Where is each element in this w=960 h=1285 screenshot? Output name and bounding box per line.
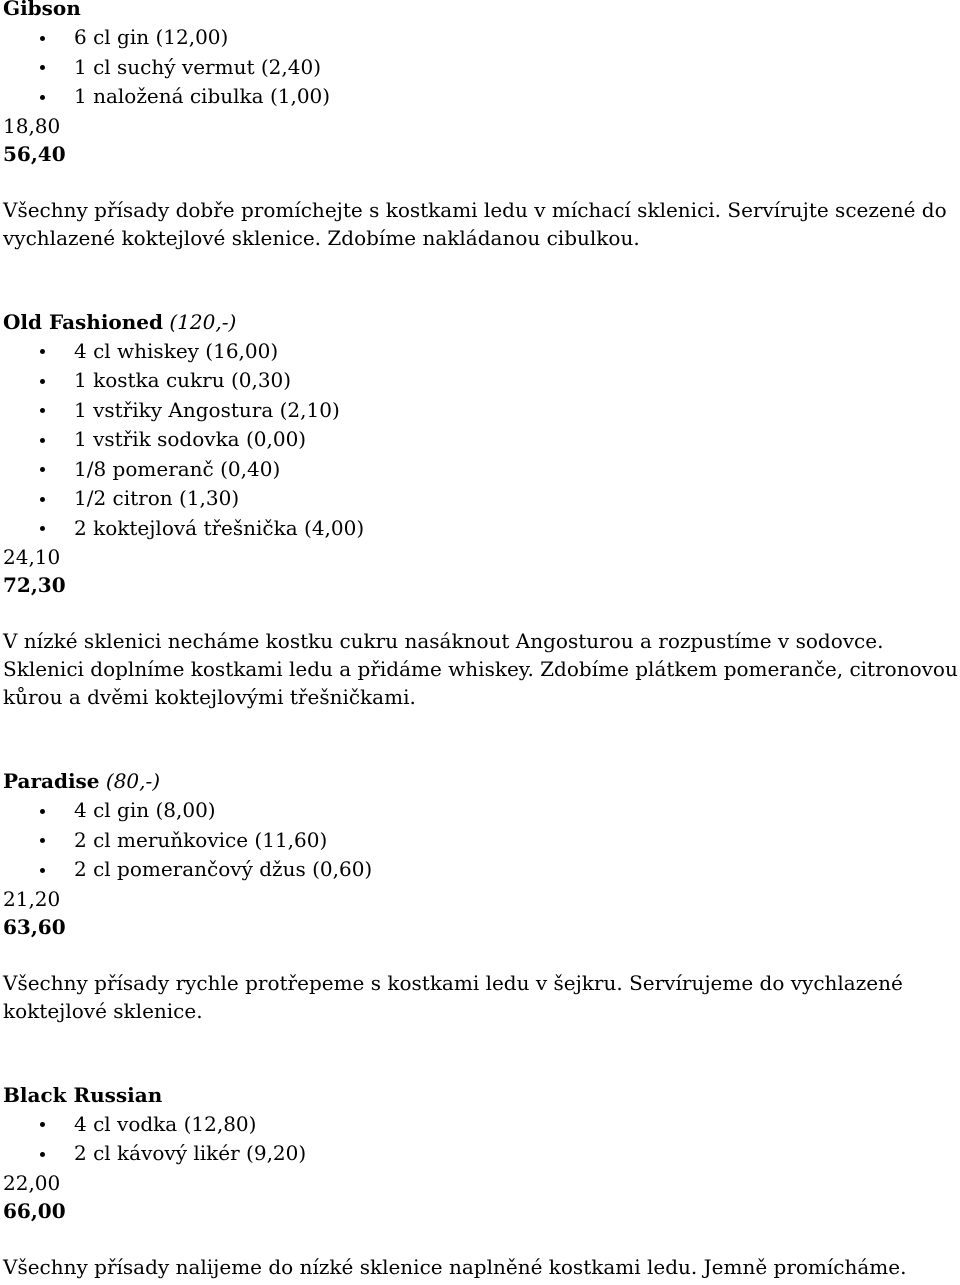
recipe-subtotal: 18,80 [3,113,61,138]
recipe-instructions: Všechny přísady rychle protřepeme s kostkami ledu v šejkru. Servírujeme do vychlazené koktejlové sklenice. [3,970,903,1023]
recipe-instructions: Všechny přísady dobře promíchejte s kostkami ledu v míchací sklenici. Servírujte scezené do vychlazené koktejlové sklenice. Zdobíme nakládanou cibulkou. [3,197,947,250]
recipe-instructions: Všechny přísady nalijeme do nízké sklenice naplněné kostkami ledu. Jemně promícháme. [3,1254,907,1279]
recipe-name: Gibson [3,0,81,20]
recipe-document [3,0,958,1281]
ingredient-list [3,1110,958,1169]
ingredient-item: 2 cl meruňkovice (11,60) [3,826,958,856]
recipe-gibson [3,0,958,252]
recipe-subtotal: 21,20 [3,886,61,911]
ingredient-item: 1 vstřiky Angostura (2,10) [3,396,958,426]
ingredient-list [3,796,958,885]
ingredient-item: 4 cl gin (8,00) [3,796,958,826]
ingredient-item: 4 cl vodka (12,80) [3,1110,958,1140]
recipe-title [3,0,958,23]
recipe-total: 63,60 [3,914,66,939]
recipe-name: Black Russian [3,1082,163,1107]
ingredient-list [3,23,958,112]
recipe-title [3,1081,958,1110]
ingredient-item: 4 cl whiskey (16,00) [3,337,958,367]
recipe-total: 72,30 [3,573,66,597]
section-spacer [3,1025,958,1081]
ingredient-item: 1 vstřik sodovka (0,00) [3,425,958,455]
recipe-title [3,767,958,796]
recipe-title [3,308,958,337]
ingredient-item: 2 cl kávový likér (9,20) [3,1139,958,1169]
recipe-total: 66,00 [3,1198,66,1223]
section-spacer [3,711,958,767]
section-spacer [3,252,958,308]
recipe-instructions: V nízké sklenici necháme kostku cukru nasáknout Angosturou a rozpustíme v sodovce. Sklenici doplníme kostkami ledu a přidáme whiskey. Zdobíme plátkem pomeranče, citronovou kůrou a dvěmi koktejlovými třešničkami. [3,629,958,709]
recipe-black-russian [3,1081,958,1281]
recipe-subtotal: 22,00 [3,1170,61,1195]
recipe-name: Old Fashioned [3,309,164,334]
ingredient-item: 2 koktejlová třešnička (4,00) [3,514,958,544]
ingredient-item: 1 naložená cibulka (1,00) [3,82,958,112]
recipe-paradise [3,767,958,1025]
recipe-price: (120,-) [169,309,237,334]
recipe-total: 56,40 [3,141,66,166]
ingredient-item: 1/8 pomeranč (0,40) [3,455,958,485]
recipe-price: (80,-) [105,769,161,793]
recipe-name: Paradise [3,769,100,793]
ingredient-item: 2 cl pomerančový džus (0,60) [3,855,958,885]
ingredient-item: 1/2 citron (1,30) [3,484,958,514]
recipe-old-fashioned [3,308,958,712]
ingredient-item: 1 kostka cukru (0,30) [3,366,958,396]
recipe-subtotal: 24,10 [3,545,61,569]
ingredient-item: 6 cl gin (12,00) [3,23,958,53]
ingredient-list [3,337,958,544]
ingredient-item: 1 cl suchý vermut (2,40) [3,53,958,83]
